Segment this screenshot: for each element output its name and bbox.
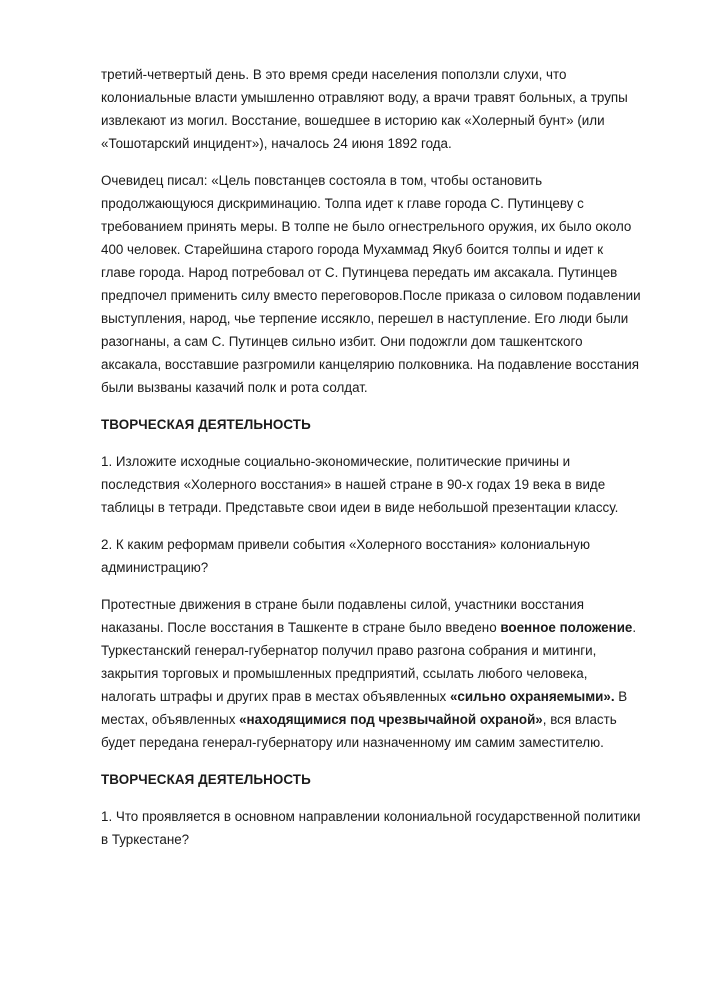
section-heading-creative-activity: ТВОРЧЕСКАЯ ДЕЯТЕЛЬНОСТЬ [101,417,311,432]
text-span: . Туркестанский генерал-губернатор получил право разгона собрания и митинги, закрытия торговых и промышленных предприятий, ссылать любого человека, налогать штрафы и других прав в местах объявленных [101,620,637,704]
bold-term-strongly-guarded: «сильно охраняемыми». [449,689,615,704]
paragraph-martial-law [101,593,641,754]
text-span: Протестные движения в стране были подавлены силой, участники восстания наказаны. После восстания в Ташкенте в стране было введено [101,597,584,635]
bold-term-military-law: военное положение [500,620,633,635]
document-page [101,63,641,865]
task-item-2: 2. К каким реформам привели события «Холерного восстания» колониальную администрацию? [101,537,591,575]
section-heading-creative-activity-2: ТВОРЧЕСКАЯ ДЕЯТЕЛЬНОСТЬ [101,772,311,787]
question-item-1: 1. Что проявляется в основном направлении колониальной государственной политики в Туркестане? [101,809,641,847]
task-item-1: 1. Изложите исходные социально-экономические, политические причины и последствия «Холерного восстания» в нашей стране в 90-х годах 19 века в виде таблицы в тетради. Представьте свои идеи в виде небольшой презентации классу. [101,454,619,515]
paragraph-cholera-rumors: третий-четвертый день. В это время среди населения поползли слухи, что колониальные власти умышленно отравляют воду, а врачи травят больных, а трупы извлекают из могил. Восстание, вошедшее в историю как «Холерный бунт» (или «Тошотарский инцидент»), началось 24 июня 1892 года. [101,67,628,151]
paragraph-eyewitness-account: Очевидец писал: «Цель повстанцев состояла в том, чтобы остановить продолжающуюся дискриминацию. Толпа идет к главе города С. Путинцеву с требованием принять меры. В толпе не было огнестрельного оружия, их было около 400 человек. Старейшина старого города Мухаммад Якуб боится толпы и идет к главе города. Народ потребовал от С. Путинцева передать им аксакала. Путинцев предпочел применить силу вместо переговоров.После приказа о силовом подавлении выступления, народ, чье терпение иссякло, перешел в наступление. Его люди были разогнаны, а сам С. Путинцев сильно избит. Они подожгли дом ташкентского аксакала, восставшие разгромили канцелярию полковника. На подавление восстания были вызваны казачий полк и рота солдат. [101,173,641,395]
text-span: , вся власть будет передана генерал-губернатору или назначенному им самим заместителю. [101,712,617,750]
text-span: В местах, объявленных [101,689,628,727]
bold-term-emergency-guard: «находящимися под чрезвычайной охраной» [239,712,543,727]
